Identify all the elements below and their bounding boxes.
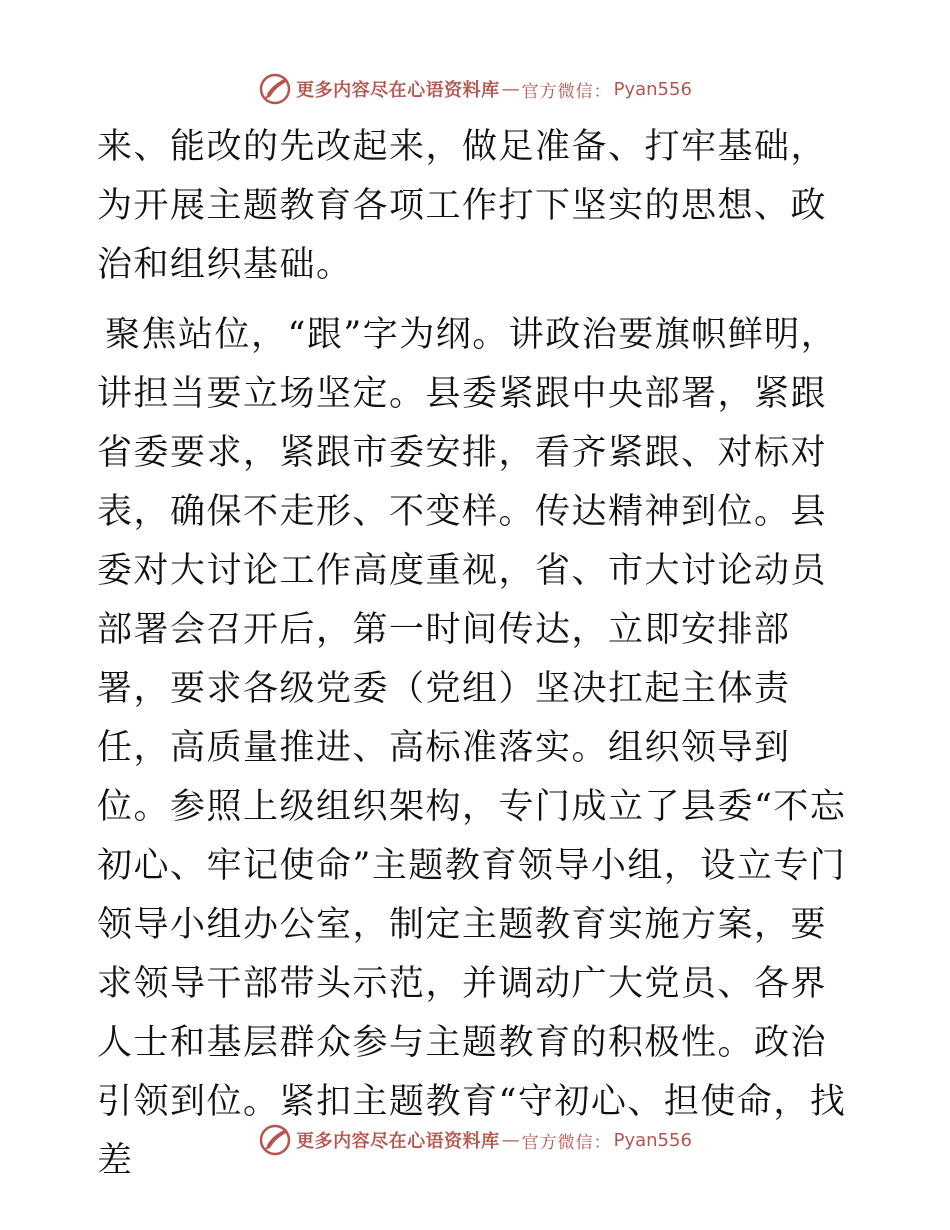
footer-watermark [0,1122,950,1158]
watermark-dash: — [501,1129,520,1151]
watermark-dash: — [501,78,520,100]
document-body [97,118,853,1191]
watermark-main-text: 更多内容尽在心语资料库 [296,80,500,101]
watermark-main-text: 更多内容尽在心语资料库 [296,1131,500,1152]
pen-logo-icon [258,72,292,106]
watermark-sub-text: 官方微信： [521,1132,612,1153]
watermark-sub-text: 官方微信： [521,81,612,102]
watermark-wechat-id: Pyan556 [613,78,692,100]
header-watermark [0,71,950,107]
watermark-wechat-id: Pyan556 [613,1129,692,1151]
paragraph-2: 聚焦站位，“跟”字为纲。讲政治要旗帜鲜明，讲担当要立场坚定。县委紧跟中央部署，紧跟省委要求，紧跟市委安排，看齐紧跟、对标对表，确保不走形、不变样。传达精神到位。县委对大讨论工作高度重视，省、市大讨论动员部署会召开后，第一时间传达，立即安排部署，要求各级党委（党组）坚决扛起主体责任，高质量推进、高标准落实。组织领导到位。参照上级组织架构，专门成立了县委“不忘初心、牢记使命”主题教育领导小组，设立专门领导小组办公室，制定主题教育实施方案，要求领导干部带头示范，并调动广大党员、各界人士和基层群众参与主题教育的积极性。政治引领到位。紧扣主题教育“守初心、担使命，找差 [97,315,847,1181]
paragraph-1: 来、能改的先改起来，做足准备、打牢基础，为开展主题教育各项工作打下坚实的思想、政治和组织基础。 [97,127,828,285]
pen-logo-icon [258,1123,292,1157]
